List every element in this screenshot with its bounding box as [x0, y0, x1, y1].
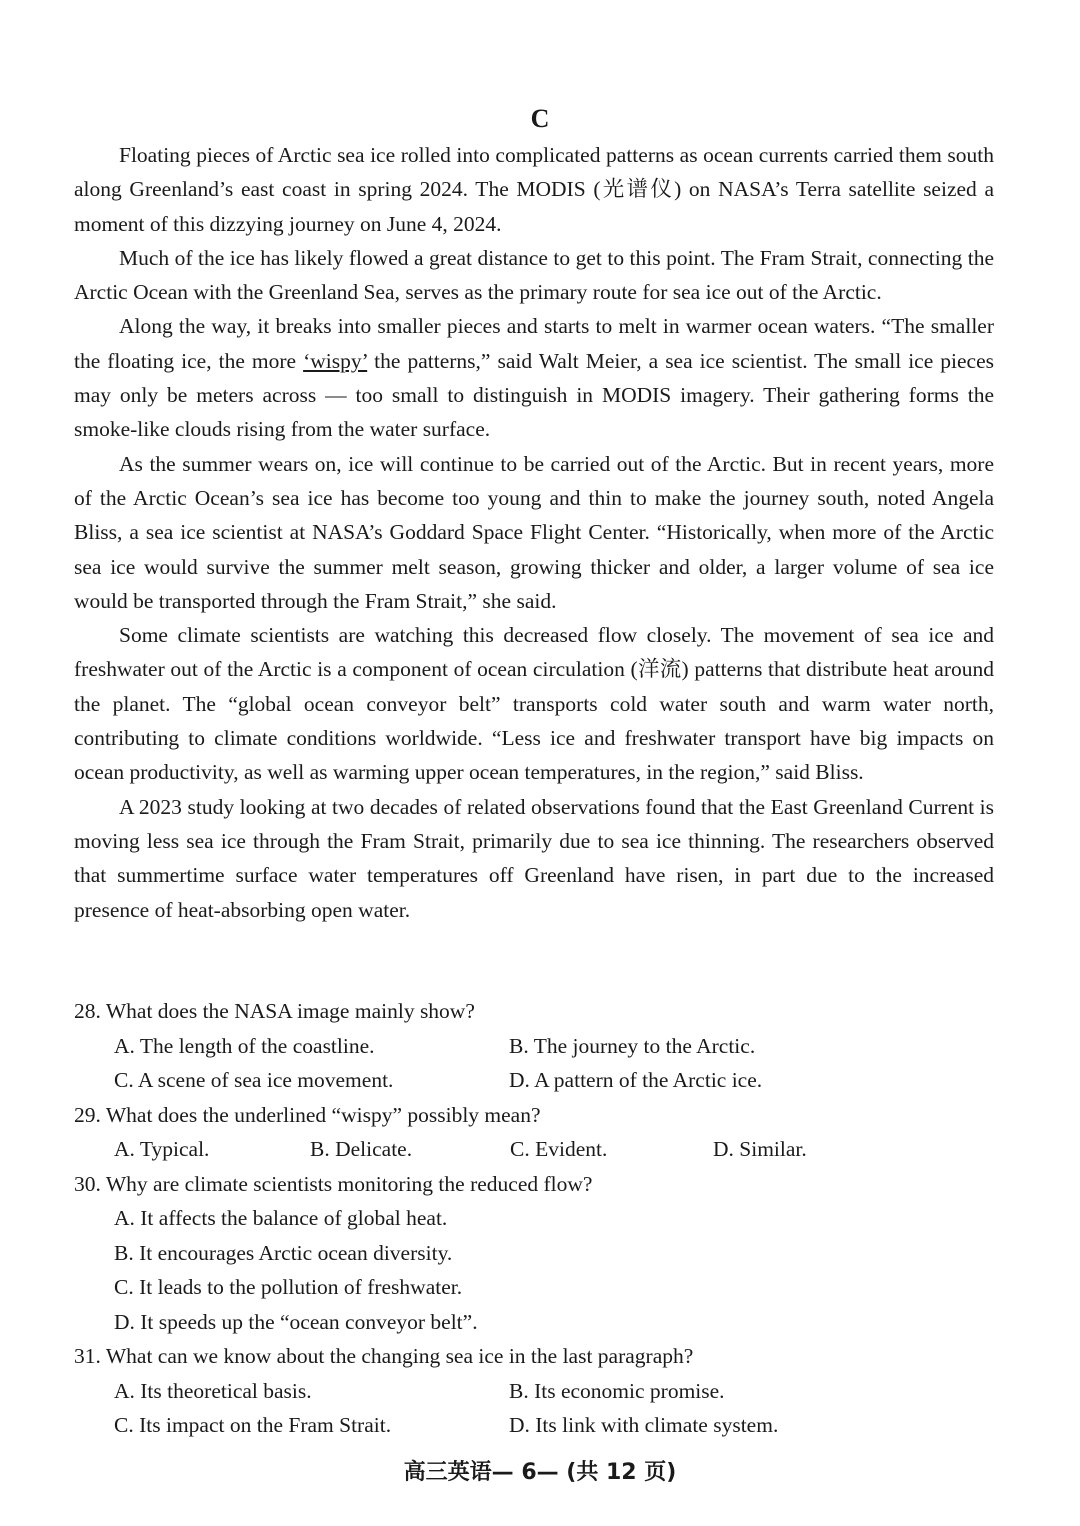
option-d: D. Its link with climate system.	[509, 1413, 779, 1437]
options	[74, 1374, 1014, 1443]
question-28	[74, 994, 1014, 1098]
question-29	[74, 1098, 1014, 1167]
option-d: D. A pattern of the Arctic ice.	[509, 1068, 763, 1092]
option-c: C. Evident.	[510, 1137, 608, 1161]
question-list	[74, 994, 1014, 1443]
question-stem: 28. What does the NASA image mainly show?	[74, 999, 475, 1023]
question-30	[74, 1167, 1014, 1340]
question-stem: 29. What does the underlined “wispy” possibly mean?	[74, 1102, 541, 1127]
passage-paragraph-2: Much of the ice has likely flowed a great distance to get to this point. The Fram Strait, connecting the Arctic Ocean with the Greenland Sea, serves as the primary route for sea ice out of the Arctic.	[74, 245, 994, 305]
reading-passage	[74, 138, 994, 927]
passage-paragraph-4: As the summer wears on, ice will continue to be carried out of the Arctic. But in recent years, more of the Arctic Ocean’s sea ice has become too young and thin to make the journey south, noted Angela Bliss, a sea ice scientist at NASA’s Goddard Space Flight Center. “Historically, when more of the Arctic sea ice would survive the summer melt season, growing thicker and older, a larger volume of sea ice would be transported through the Fram Strait,” she said.	[74, 451, 994, 613]
option-a: A. The length of the coastline.	[114, 1033, 375, 1058]
paragraph-3-text-before: Along the way, it breaks into smaller pieces and starts to melt in warmer ocean waters. “The smaller the floating ice, the more	[74, 314, 994, 373]
question-stem: 31. What can we know about the changing sea ice in the last paragraph?	[74, 1344, 694, 1368]
question-stem: 30. Why are climate scientists monitoring the reduced flow?	[74, 1171, 593, 1196]
option-b: B. The journey to the Arctic.	[509, 1033, 756, 1058]
option-a: A. Its theoretical basis.	[114, 1378, 312, 1403]
paragraph-3-text-after: the patterns,” said Walt Meier, a sea ice scientist. The small ice pieces may only be meters across — too small to distinguish in MODIS imagery. Their gathering forms the smoke-like clouds rising from the water surface.	[74, 348, 995, 442]
passage-paragraph-1: Floating pieces of Arctic sea ice rolled into complicated patterns as ocean currents carried them south along Greenland’s east coast in spring 2024. The MODIS (光谱仪) on NASA’s Terra satellite seized a moment of this dizzying journey on June 4, 2024.	[74, 143, 994, 236]
page-footer: 高三英语— 6— (共 12 页)	[403, 1460, 677, 1485]
option-d: D. Similar.	[713, 1137, 807, 1161]
option-b: B. Delicate.	[310, 1137, 413, 1161]
underlined-word-wispy: ‘wispy’	[303, 348, 368, 373]
option-b: B. Its economic promise.	[509, 1378, 725, 1403]
passage-paragraph-6: A 2023 study looking at two decades of related observations found that the East Greenland Current is moving less sea ice through the Fram Strait, primarily due to sea ice thinning. The researchers observed that summertime surface water temperatures off Greenland have risen, in part due to the increased presence of heat-absorbing open water.	[74, 794, 994, 922]
option-d: D. It speeds up the “ocean conveyor belt”.	[114, 1309, 478, 1334]
option-a: A. Typical.	[114, 1137, 210, 1161]
option-c: C. It leads to the pollution of freshwater.	[114, 1275, 463, 1299]
options	[74, 1201, 1014, 1339]
options	[74, 1029, 1014, 1098]
passage-paragraph-3	[74, 309, 994, 446]
option-c: C. Its impact on the Fram Strait.	[114, 1413, 392, 1437]
passage-paragraph-5: Some climate scientists are watching this decreased flow closely. The movement of sea ice and freshwater out of the Arctic is a component of ocean circulation (洋流) patterns that distribute heat around the planet. The “global ocean conveyor belt” transports cold water south and warm water north, contributing to climate conditions worldwide. “Less ice and freshwater transport have big impacts on ocean productivity, as well as warming upper ocean temperatures, in the region,” said Bliss.	[74, 623, 994, 785]
section-heading: C	[530, 104, 550, 133]
options	[74, 1132, 1014, 1167]
question-31	[74, 1339, 1014, 1443]
option-a: A. It affects the balance of global heat.	[114, 1206, 448, 1230]
option-b: B. It encourages Arctic ocean diversity.	[114, 1240, 453, 1265]
option-c: C. A scene of sea ice movement.	[114, 1068, 394, 1092]
